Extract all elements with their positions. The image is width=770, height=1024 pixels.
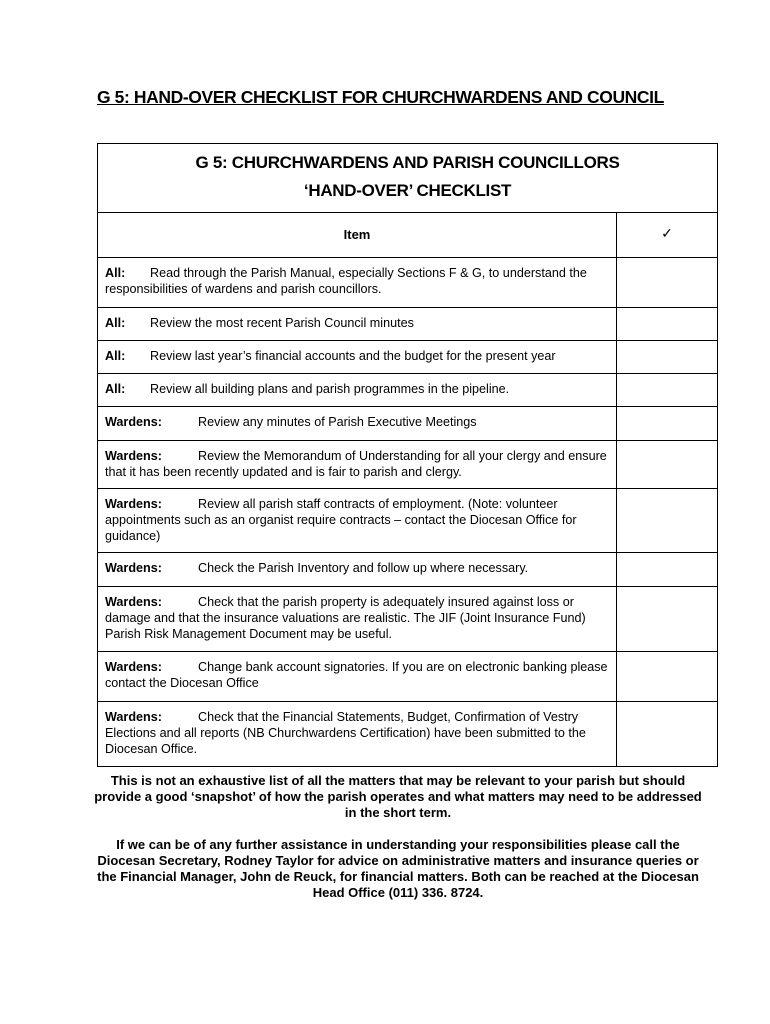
item-text: Check the Parish Inventory and follow up where necessary. bbox=[198, 561, 529, 575]
checkbox-cell[interactable] bbox=[617, 553, 718, 587]
table-row bbox=[98, 258, 718, 308]
checkbox-cell[interactable] bbox=[617, 308, 718, 341]
item-role: Wardens: bbox=[105, 710, 162, 724]
checklist-table bbox=[97, 143, 718, 767]
checkbox-cell[interactable] bbox=[617, 258, 718, 308]
item-column-header: Item bbox=[98, 213, 617, 258]
checkmark-icon: ✓ bbox=[617, 213, 718, 258]
checklist-item bbox=[98, 308, 617, 341]
checklist-item bbox=[98, 441, 617, 489]
item-text: Review all building plans and parish programmes in the pipeline. bbox=[150, 382, 510, 396]
checkbox-cell[interactable] bbox=[617, 374, 718, 407]
checklist-item bbox=[98, 652, 617, 702]
item-role: Wardens: bbox=[105, 449, 162, 463]
item-role: Wardens: bbox=[105, 415, 162, 429]
item-text: Review last year’s financial accounts and the budget for the present year bbox=[150, 349, 556, 363]
item-role: Wardens: bbox=[105, 660, 162, 674]
checkbox-cell[interactable] bbox=[617, 587, 718, 652]
checklist-rows bbox=[98, 258, 718, 767]
item-role: All: bbox=[105, 382, 126, 396]
item-text: Check that the Financial Statements, Budget, Confirmation of Vestry Elections and all reports (NB Churchwardens Certification) have been submitted to the Diocesan Office. bbox=[105, 710, 586, 756]
item-text: Read through the Parish Manual, especially Sections F & G, to understand the responsibilities of wardens and parish councillors. bbox=[105, 266, 587, 296]
table-row bbox=[98, 341, 718, 374]
checkbox-cell[interactable] bbox=[617, 489, 718, 553]
item-role: Wardens: bbox=[105, 497, 162, 511]
contact-note: If we can be of any further assistance in understanding your responsibilities please call the Diocesan Secretary, Rodney Taylor for advice on administrative matters and insurance queries or the Financial Manager, John de Reuck, for financial matters. Both can be reached at the Diocesan Head Office (011) 336. 8724. bbox=[97, 837, 699, 900]
item-text: Review all parish staff contracts of employment. (Note: volunteer appointments such as an organist require contracts – contact the Diocesan Office for guidance) bbox=[105, 497, 577, 543]
item-role: All: bbox=[105, 266, 126, 280]
table-row bbox=[98, 702, 718, 767]
item-role: Wardens: bbox=[105, 561, 162, 575]
table-row bbox=[98, 374, 718, 407]
checklist-item bbox=[98, 341, 617, 374]
checkbox-cell[interactable] bbox=[617, 702, 718, 767]
table-row bbox=[98, 587, 718, 652]
item-text: Review the Memorandum of Understanding for all your clergy and ensure that it has been recently updated and is fair to parish and clergy. bbox=[105, 449, 607, 479]
table-row bbox=[98, 441, 718, 489]
checkbox-cell[interactable] bbox=[617, 341, 718, 374]
item-role: All: bbox=[105, 316, 126, 330]
checklist-item bbox=[98, 553, 617, 587]
item-text: Review any minutes of Parish Executive Meetings bbox=[198, 415, 477, 429]
item-text: Review the most recent Parish Council minutes bbox=[150, 316, 414, 330]
disclaimer-note: This is not an exhaustive list of all the matters that may be relevant to your parish but should provide a good ‘snapshot’ of how the parish operates and what matters may need to be addressed in the short term. bbox=[94, 773, 702, 820]
checkbox-cell[interactable] bbox=[617, 407, 718, 441]
page-heading: G 5: HAND-OVER CHECKLIST FOR CHURCHWARDENS AND COUNCIL bbox=[97, 87, 664, 107]
table-title-line1: G 5: CHURCHWARDENS AND PARISH COUNCILLORS bbox=[195, 153, 620, 172]
item-role: All: bbox=[105, 349, 126, 363]
checklist-item bbox=[98, 407, 617, 441]
table-title-line2: ‘HAND-OVER’ CHECKLIST bbox=[303, 181, 512, 200]
table-row bbox=[98, 308, 718, 341]
table-title bbox=[98, 144, 718, 213]
table-row bbox=[98, 553, 718, 587]
checklist-item bbox=[98, 258, 617, 308]
item-role: Wardens: bbox=[105, 595, 162, 609]
table-title-row bbox=[98, 144, 718, 213]
table-row bbox=[98, 652, 718, 702]
item-text: Check that the parish property is adequately insured against loss or damage and that the insurance valuations are realistic. The JIF (Joint Insurance Fund) Parish Risk Management Document may be useful. bbox=[105, 595, 586, 641]
checkbox-cell[interactable] bbox=[617, 441, 718, 489]
checklist-item bbox=[98, 489, 617, 553]
item-text: Change bank account signatories. If you are on electronic banking please contact the Diocesan Office bbox=[105, 660, 608, 690]
checkbox-cell[interactable] bbox=[617, 652, 718, 702]
table-header-row bbox=[98, 213, 718, 258]
table-row bbox=[98, 407, 718, 441]
checklist-item bbox=[98, 374, 617, 407]
table-row bbox=[98, 489, 718, 553]
checklist-item bbox=[98, 702, 617, 767]
checklist-item bbox=[98, 587, 617, 652]
